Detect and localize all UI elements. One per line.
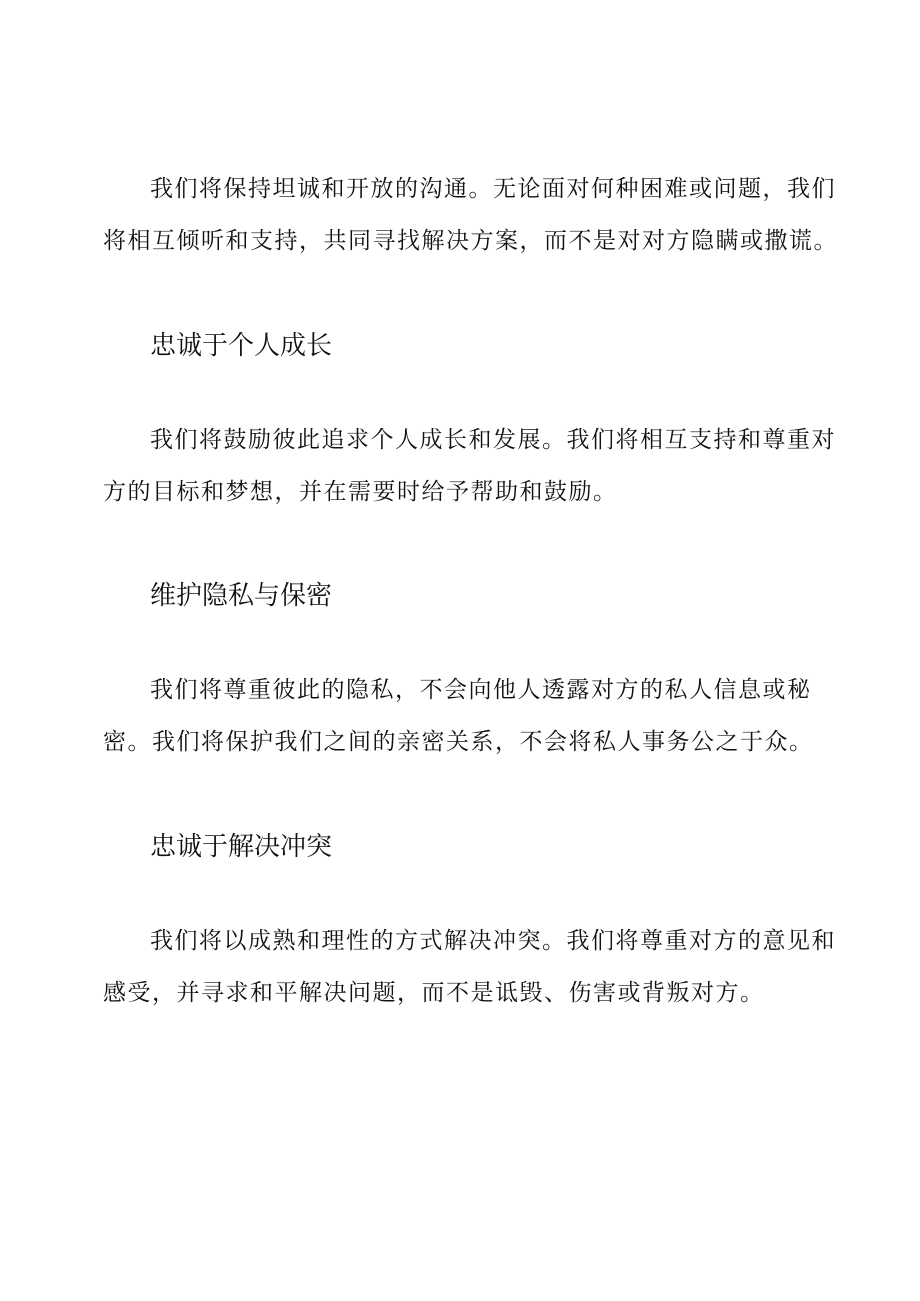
paragraph-honest-communication: 我们将保持坦诚和开放的沟通。无论面对何种困难或问题，我们将相互倾听和支持，共同寻找解决方案，而不是对对方隐瞒或撒谎。 [103,176,838,254]
heading-personal-growth: 忠诚于个人成长 [150,331,333,361]
heading-conflict-resolution: 忠诚于解决冲突 [150,832,333,862]
paragraph-conflict-resolution: 我们将以成熟和理性的方式解决冲突。我们将尊重对方的意见和感受，并寻求和平解决问题，而不是诋毁、伤害或背叛对方。 [103,928,836,1006]
paragraph-personal-growth: 我们将鼓励彼此追求个人成长和发展。我们将相互支持和尊重对方的目标和梦想，并在需要时给予帮助和鼓励。 [103,427,836,505]
heading-privacy: 维护隐私与保密 [150,581,333,611]
paragraph-privacy: 我们将尊重彼此的隐私，不会向他人透露对方的私人信息或秘密。我们将保护我们之间的亲密关系，不会将私人事务公之于众。 [103,677,814,755]
